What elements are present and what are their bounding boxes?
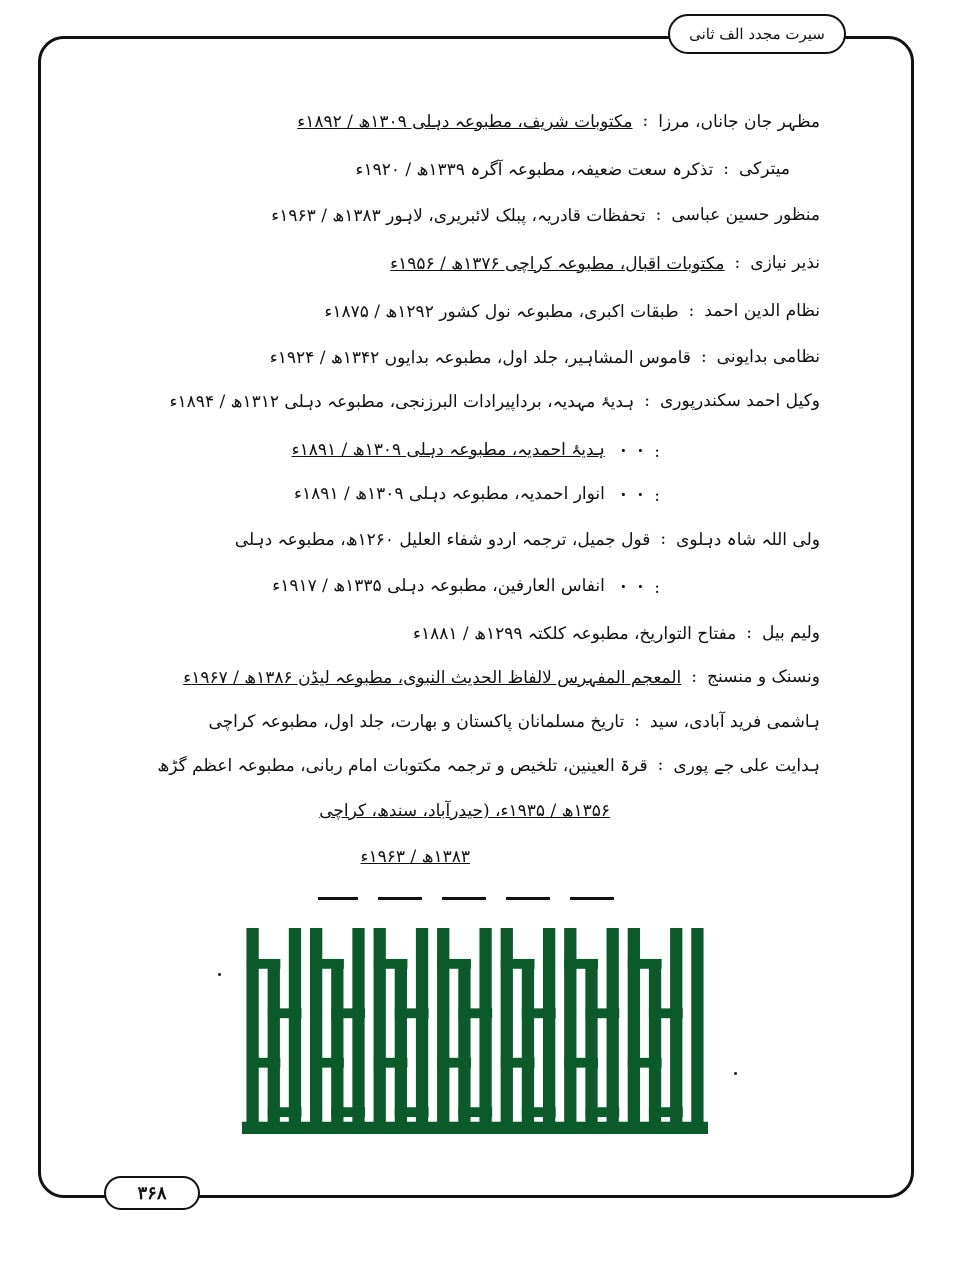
kufic-stroke xyxy=(501,959,535,969)
kufic-stroke xyxy=(458,1107,492,1117)
kufic-stroke xyxy=(437,1058,471,1068)
kufic-stroke xyxy=(628,1058,662,1068)
bibliography-entry: ولی اللہ شاہ دہلوی : قول جمیل، ترجمہ اردو شفاء العلیل ۱۲۶۰ھ، مطبوعہ دہلی xyxy=(234,529,820,550)
kufic-stroke xyxy=(670,928,682,1134)
kufic-stroke xyxy=(585,1008,619,1018)
kufic-stroke xyxy=(564,1058,598,1068)
page-number-badge xyxy=(104,1176,200,1210)
kufic-calligraphy-panel xyxy=(242,928,708,1134)
bibliography-entry: نظامی بدایونی : قاموس المشاہیر، جلد اول، مطبوعہ بدایوں ۱۳۴۲ھ / ۱۹۲۴ء xyxy=(269,347,820,368)
scan-speck xyxy=(734,1072,737,1075)
kufic-calligraphy-mark xyxy=(242,928,708,1134)
kufic-stroke xyxy=(246,1058,280,1068)
kufic-stroke xyxy=(437,959,471,969)
kufic-stroke xyxy=(628,959,662,969)
kufic-stroke xyxy=(416,928,428,1134)
kufic-stroke xyxy=(458,1008,492,1018)
running-header xyxy=(668,14,846,54)
bibliography-entry: مظہر جان جاناں، مرزا : مکتوبات شریف، مطبوعہ دہلی ۱۳۰۹ھ / ۱۸۹۲ء xyxy=(297,111,820,132)
kufic-stroke xyxy=(501,1058,535,1068)
kufic-stroke xyxy=(268,1107,302,1117)
bibliography-entry-continuation: ۱۳۸۳ھ / ۱۹۶۳ء xyxy=(360,847,470,867)
section-divider xyxy=(506,897,550,900)
section-divider xyxy=(442,897,486,900)
kufic-stroke xyxy=(543,928,555,1134)
kufic-stroke xyxy=(691,928,703,1134)
kufic-stroke xyxy=(246,928,258,1134)
kufic-stroke xyxy=(437,928,449,1134)
bibliography-entry: ہاشمی فرید آبادی، سید : تاریخ مسلمانان پاکستان و بھارت، جلد اول، مطبوعہ کراچی xyxy=(208,711,820,732)
kufic-stroke xyxy=(564,959,598,969)
bibliography-entry-continuation: ۱۳۵۶ھ / ۱۹۳۵ء، (حیدرآباد، سندھ، کراچی xyxy=(319,801,610,821)
kufic-stroke xyxy=(628,928,640,1134)
section-divider xyxy=(570,897,614,900)
kufic-stroke xyxy=(310,1058,344,1068)
scan-speck xyxy=(218,973,221,976)
bibliography-list xyxy=(140,104,820,884)
kufic-calligraphy-text xyxy=(242,1140,708,1141)
bibliography-entry: : ・・ ہدیۂ احمدیہ، مطبوعہ دہلی ۱۳۰۹ھ / ۱۸۹۱ء xyxy=(291,439,660,462)
kufic-stroke xyxy=(289,928,301,1134)
kufic-stroke xyxy=(522,1008,556,1018)
bibliography-entry: : ・・ انوار احمدیہ، مطبوعہ دہلی ۱۳۰۹ھ / ۱۸۹۱ء xyxy=(294,483,660,506)
bibliography-entry: نظام الدین احمد : طبقات اکبری، مطبوعہ نول کشور ۱۲۹۲ھ / ۱۸۷۵ء xyxy=(324,301,820,322)
kufic-stroke xyxy=(352,928,364,1134)
kufic-stroke xyxy=(374,959,408,969)
section-divider xyxy=(318,897,358,900)
bibliography-entry: منظور حسین عباسی : تحفظات قادریہ، پبلک لائبریری، لاہور ۱۳۸۳ھ / ۱۹۶۳ء xyxy=(271,205,820,226)
kufic-stroke xyxy=(331,1107,365,1117)
kufic-stroke xyxy=(479,928,491,1134)
kufic-stroke xyxy=(331,1008,365,1018)
kufic-stroke xyxy=(585,1107,619,1117)
kufic-stroke xyxy=(268,1008,302,1018)
bibliography-entry: ونسنک و منسنج : المعجم المفہرس لالفاظ الحدیث النبوی، مطبوعہ لیڈن ۱۳۸۶ھ / ۱۹۶۷ء xyxy=(183,667,820,688)
running-header-title: سیرت مجدد الف ثانی xyxy=(689,25,825,43)
kufic-stroke xyxy=(501,928,513,1134)
kufic-stroke xyxy=(564,928,576,1134)
kufic-stroke xyxy=(649,1008,683,1018)
kufic-stroke xyxy=(374,1058,408,1068)
kufic-stroke xyxy=(395,1008,429,1018)
kufic-stroke xyxy=(607,928,619,1134)
bibliography-entry: نذیر نیازی : مکتوبات اقبال، مطبوعہ کراچی ۱۳۷۶ھ / ۱۹۵۶ء xyxy=(390,253,820,274)
bibliography-entry: میترکی : تذکرہ سعت ضعیفہ، مطبوعہ آگرہ ۱۳۳۹ھ / ۱۹۲۰ء xyxy=(355,159,790,180)
section-divider xyxy=(378,897,422,900)
bibliography-entry: وکیل احمد سکندرپوری : ہدیۂ مہدیہ، برداپیرادات البرزنجی، مطبوعہ دہلی ۱۳۱۲ھ / ۱۸۹۴ء xyxy=(169,391,820,412)
kufic-stroke xyxy=(374,928,386,1134)
kufic-stroke xyxy=(310,928,322,1134)
kufic-stroke xyxy=(522,1107,556,1117)
bibliography-entry: ولیم بیل : مفتاح التواریخ، مطبوعہ کلکتہ ۱۲۹۹ھ / ۱۸۸۱ء xyxy=(413,623,820,644)
bibliography-entry: : ・・ انفاس العارفین، مطبوعہ دہلی ۱۳۳۵ھ / ۱۹۱۷ء xyxy=(272,575,660,598)
bibliography-entry: ہدایت علی جے پوری : قرۃ العینین، تلخیص و ترجمہ مکتوبات امام ربانی، مطبوعہ اعظم گڑھ xyxy=(157,755,820,776)
page-number: ۳۶۸ xyxy=(137,1182,167,1204)
kufic-stroke xyxy=(242,1122,708,1134)
kufic-stroke xyxy=(246,959,280,969)
kufic-stroke xyxy=(649,1107,683,1117)
kufic-stroke xyxy=(395,1107,429,1117)
kufic-stroke xyxy=(310,959,344,969)
